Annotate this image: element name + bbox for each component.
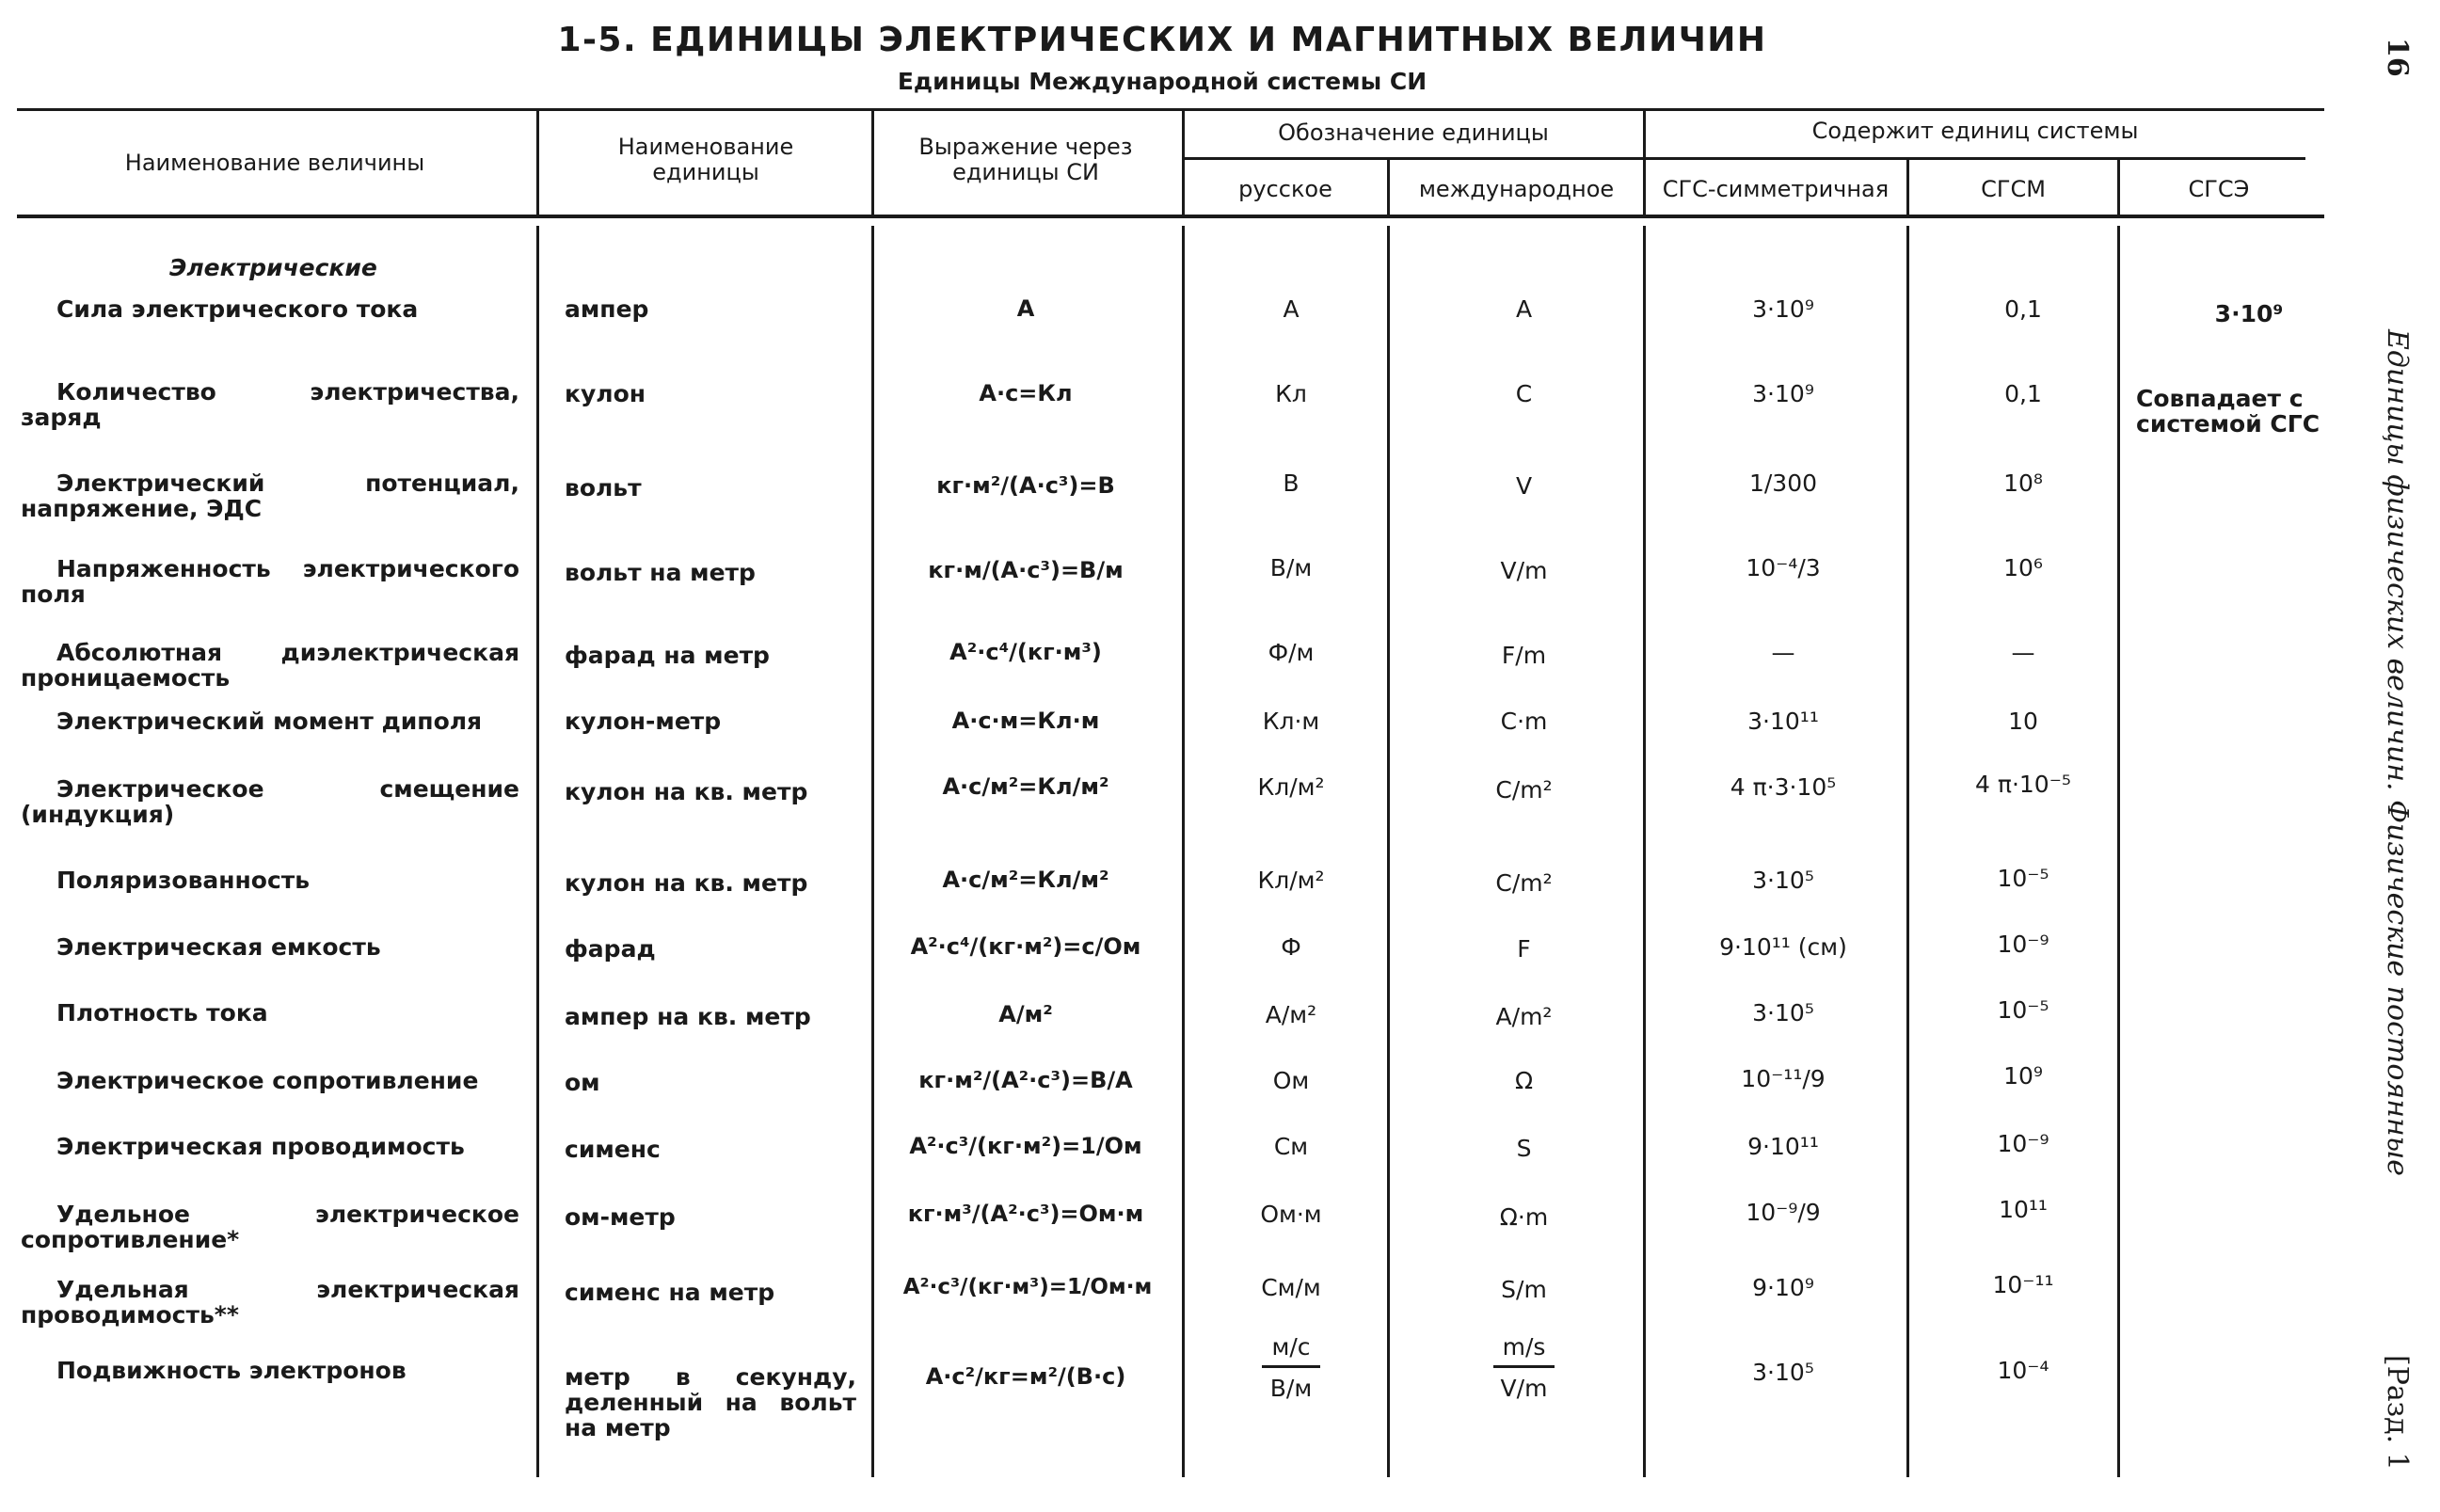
page-subtitle: Единицы Международной системы СИ (897, 68, 1427, 95)
cgs-symmetric-value: 4 π·3·10⁵ (1730, 773, 1837, 801)
si-expression: кг·м/(А·с³)=В/м (928, 557, 1124, 583)
header-cgsm: СГСМ (1981, 176, 2046, 202)
quantity-name: Напряженность электрического поля (21, 555, 519, 608)
russian-symbol (1188, 1334, 1395, 1401)
si-expression: А²·с³/(кг·м³)=1/Ом·м (902, 1275, 1153, 1299)
cgs-symmetric-value: 10⁻⁹/9 (1746, 1199, 1821, 1226)
quantity-name: Абсолютная диэлектрическая проницаемость (21, 639, 519, 692)
header-contains: Содержит единиц системы (1811, 118, 2139, 144)
si-expression: А·с·м=Кл·м (951, 708, 1100, 734)
cgs-symmetric-value: 3·10⁹ (1752, 295, 1814, 323)
unit-name: ампер (565, 295, 649, 323)
cgsm-value: 10⁶ (2003, 554, 2043, 581)
international-symbol: C·m (1500, 708, 1548, 735)
side-caption: Единицы физических величин. Физические постоянные (2381, 329, 2414, 1176)
cgsm-value: 10 (2008, 708, 2038, 735)
quantity-name: Электрический потенциал, напряжение, ЭДС (21, 470, 519, 522)
cgse-value: 3·10⁹ (2214, 300, 2284, 327)
unit-name: метр в секунду, деленный на вольт на метр (565, 1363, 856, 1441)
russian-symbol: А (1283, 295, 1300, 323)
cgsm-value: 10⁻⁵ (1997, 865, 2049, 892)
si-expression: А/м² (998, 1001, 1053, 1027)
si-expression: А·с/м²=Кл/м² (942, 867, 1109, 893)
cgsm-value: — (2011, 639, 2035, 666)
unit-name: вольт (565, 474, 642, 501)
international-symbol: F/m (1501, 642, 1547, 669)
header-mid-rule-designation (1184, 157, 1643, 160)
header-cgse: СГСЭ (2188, 176, 2250, 202)
header-designation: Обозначение единицы (1278, 119, 1549, 146)
russian-symbol: Ом·м (1260, 1201, 1322, 1228)
russian-symbol: См/м (1261, 1274, 1321, 1301)
cgsm-value: 10⁻¹¹ (1992, 1271, 2054, 1298)
quantity-name: Подвижность электронов (56, 1357, 407, 1384)
cgsm-value: 10⁻⁵ (1997, 996, 2049, 1024)
side-section: [Разд. 1 (2381, 1355, 2414, 1471)
international-symbol: S (1516, 1135, 1532, 1162)
russian-symbol: В/м (1269, 554, 1313, 581)
page-title: 1-5. ЕДИНИЦЫ ЭЛЕКТРИЧЕСКИХ И МАГНИТНЫХ ВЕЛИЧИН (557, 21, 1767, 59)
si-expression: кг·м³/(А²·с³)=Ом·м (907, 1201, 1144, 1227)
quantity-name: Электрическое сопротивление (56, 1067, 479, 1094)
cgse-value: Совпадает с системой СГС (2136, 385, 2320, 438)
si-expression: А·с/м²=Кл/м² (942, 773, 1109, 800)
quantity-name: Удельное электрическое сопротивление* (21, 1201, 519, 1253)
header-international: международное (1418, 176, 1615, 202)
header-cgs-symmetric: СГС-симметричная (1662, 176, 1890, 202)
unit-name: кулон (565, 380, 646, 407)
cgs-symmetric-value: 10⁻¹¹/9 (1741, 1065, 1826, 1092)
international-symbol: A/m² (1495, 1003, 1553, 1030)
international-symbol: A (1515, 295, 1533, 323)
russian-symbol: А/м² (1265, 1001, 1317, 1028)
header-divider (536, 111, 539, 216)
international-symbol: C (1515, 380, 1533, 407)
unit-name: кулон на кв. метр (565, 869, 808, 897)
si-expression: А·с²/кг=м²/(В·с) (925, 1363, 1126, 1390)
header-bottom-rule (17, 215, 2324, 218)
si-expression: А·с=Кл (979, 380, 1073, 406)
header-quantity: Наименование величины (124, 150, 425, 176)
cgs-symmetric-value: 3·10⁵ (1752, 867, 1814, 894)
quantity-name: Плотность тока (56, 999, 268, 1027)
cgsm-value: 10¹¹ (1999, 1196, 2048, 1223)
cgs-symmetric-value: 9·10⁹ (1752, 1274, 1814, 1301)
fraction (1493, 1334, 1555, 1401)
russian-symbol: Кл/м² (1257, 867, 1325, 894)
si-expression: А²·с⁴/(кг·м²)=с/Ом (910, 933, 1141, 960)
russian-symbol: Ф (1281, 933, 1301, 961)
table-top-rule (17, 108, 2324, 111)
unit-name: ом-метр (565, 1203, 676, 1231)
international-symbol: C/m² (1495, 776, 1553, 804)
section-label: Электрические (169, 254, 377, 281)
cgsm-value: 10⁻⁹ (1997, 931, 2049, 958)
cgsm-value: 0,1 (2004, 295, 2042, 323)
international-symbol (1399, 1334, 1649, 1401)
international-symbol: V (1515, 472, 1533, 500)
russian-symbol: В (1283, 470, 1300, 497)
russian-symbol: Ф/м (1268, 639, 1315, 666)
unit-name: фарад (565, 935, 656, 963)
russian-symbol: Кл·м (1262, 708, 1320, 735)
quantity-name: Количество электричества, заряд (21, 378, 519, 431)
fraction-denominator: V/m (1500, 1375, 1548, 1402)
cgs-symmetric-value: 1/300 (1748, 470, 1818, 497)
fraction-denominator: В/м (1269, 1375, 1313, 1402)
si-expression: А (1016, 295, 1035, 322)
unit-name: фарад на метр (565, 642, 770, 669)
cgsm-value: 4 π·10⁻⁵ (1975, 771, 2071, 798)
quantity-name: Электрическая проводимость (56, 1133, 465, 1160)
international-symbol: S/m (1501, 1276, 1547, 1303)
cgs-symmetric-value: 3·10⁹ (1752, 380, 1814, 407)
russian-symbol: Ом (1272, 1067, 1310, 1094)
cgsm-value: 0,1 (2004, 380, 2042, 407)
si-expression: А²·с⁴/(кг·м³) (949, 639, 1102, 665)
unit-name: кулон на кв. метр (565, 778, 808, 805)
header-mid-rule-contains (1645, 157, 2305, 160)
cgs-symmetric-value: 10⁻⁴/3 (1746, 554, 1821, 581)
fraction-numerator: m/s (1493, 1334, 1555, 1368)
quantity-name: Электрический момент диполя (56, 708, 483, 735)
side-page-number: 16 (2381, 38, 2414, 77)
cgsm-value: 10⁸ (2003, 470, 2043, 497)
cgs-symmetric-value: — (1771, 639, 1795, 666)
cgs-symmetric-value: 3·10¹¹ (1747, 708, 1819, 735)
cgs-symmetric-value: 9·10¹¹ (см) (1719, 933, 1847, 961)
international-symbol: C/m² (1495, 869, 1553, 897)
unit-name: ом (565, 1069, 600, 1096)
cgs-symmetric-value: 9·10¹¹ (1747, 1133, 1819, 1160)
international-symbol: Ω·m (1499, 1203, 1549, 1231)
international-symbol: F (1517, 935, 1531, 963)
si-expression: кг·м²/(А²·с³)=В/А (918, 1067, 1133, 1093)
cgsm-value: 10⁹ (2003, 1062, 2043, 1090)
header-divider (871, 111, 874, 216)
international-symbol: Ω (1514, 1067, 1534, 1094)
header-russian: русское (1238, 176, 1332, 202)
quantity-name: Удельная электрическая проводимость** (21, 1276, 519, 1329)
unit-name: сименс (565, 1136, 661, 1163)
russian-symbol: Кл/м² (1257, 773, 1325, 801)
international-symbol: V/m (1500, 557, 1548, 584)
russian-symbol: См (1273, 1133, 1309, 1160)
quantity-name: Электрическое смещение (индукция) (21, 775, 519, 828)
cgs-symmetric-value: 3·10⁵ (1752, 1359, 1814, 1386)
fraction (1262, 1334, 1319, 1401)
quantity-name: Электрическая емкость (56, 933, 381, 961)
unit-name: ампер на кв. метр (565, 1003, 811, 1030)
si-expression: кг·м²/(А·с³)=В (936, 472, 1115, 499)
header-unit-name: Наименование единицы (617, 134, 794, 185)
column-divider (536, 226, 539, 1477)
unit-name: кулон-метр (565, 708, 722, 735)
unit-name: сименс на метр (565, 1279, 775, 1306)
quantity-name: Поляризованность (56, 867, 311, 894)
cgs-symmetric-value: 3·10⁵ (1752, 999, 1814, 1027)
quantity-name: Сила электрического тока (56, 295, 419, 323)
russian-symbol: Кл (1275, 380, 1307, 407)
unit-name: вольт на метр (565, 559, 756, 586)
cgsm-value: 10⁻⁴ (1997, 1357, 2049, 1384)
cgsm-value: 10⁻⁹ (1997, 1130, 2049, 1157)
fraction-numerator: м/с (1262, 1334, 1319, 1368)
header-si-expression: Выражение через единицы СИ (918, 134, 1133, 185)
si-expression: А²·с³/(кг·м²)=1/Ом (909, 1133, 1142, 1159)
